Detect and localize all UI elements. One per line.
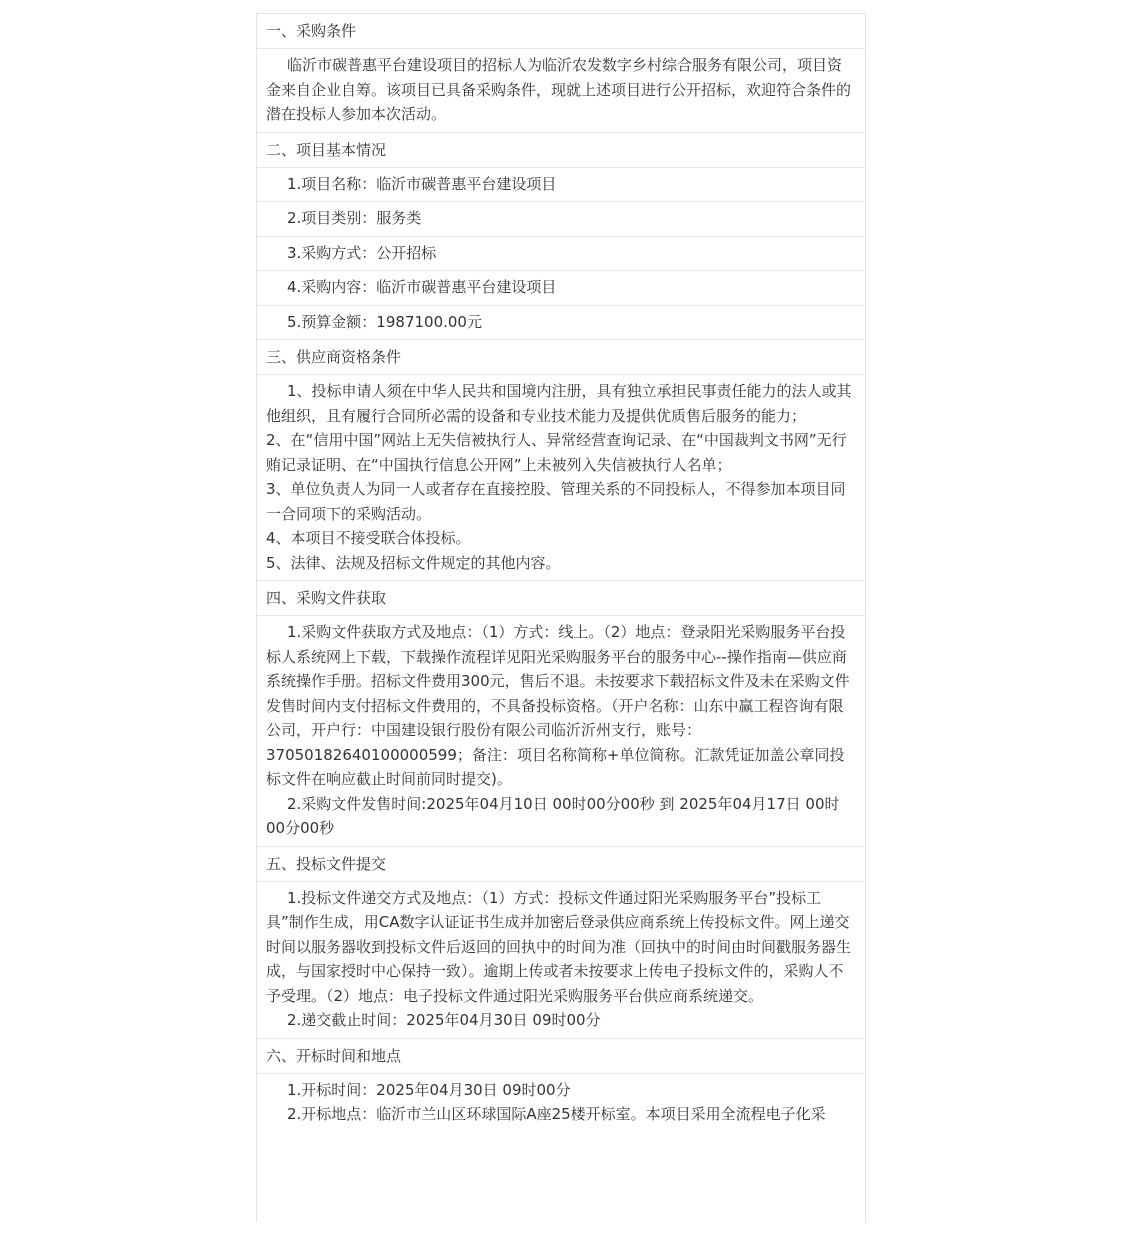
opening-time-paragraph: 1.开标时间：2025年04月30日 09时00分 xyxy=(287,1080,571,1099)
section-body-document-acquisition xyxy=(257,616,865,847)
announcement-document xyxy=(256,13,866,1222)
procurement-content-item: 4.采购内容：临沂市碳普惠平台建设项目 xyxy=(257,271,865,306)
section-body-supplier-qualifications xyxy=(257,375,865,581)
submission-deadline-paragraph: 2.递交截止时间：2025年04月30日 09时00分 xyxy=(287,1011,601,1029)
section-heading-document-acquisition: 四、采购文件获取 xyxy=(257,581,865,616)
procurement-method-item: 3.采购方式：公开招标 xyxy=(257,237,865,272)
qualification-item: 2、在“信用中国”网站上无失信被执行人、异常经营查询记录、在“中国裁判文书网”无行贿记录证明、在“中国执行信息公开网”上未被列入失信被执行人名单； xyxy=(266,431,847,474)
qualification-item: 4、本项目不接受联合体投标。 xyxy=(266,529,471,547)
qualification-item: 5、法律、法规及招标文件规定的其他内容。 xyxy=(266,553,561,572)
opening-location-paragraph: 2.开标地点：临沂市兰山区环球国际A座25楼开标室。本项目采用全流程电子化采 xyxy=(287,1105,826,1123)
acquisition-method-paragraph: 1.采购文件获取方式及地点：（1）方式：线上。（2）地点：登录阳光采购服务平台投标人系统网上下载，下载操作流程详见阳光采购服务平台的服务中心--操作指南—供应商系统操作手册。招标文件费用300元，售后不退。未按要求下载招标文件及未在采购文件发售时间内支付招标文件费用的，不具备投标资格。（开户名称：山东中赢工程咨询有限公司，开户行：中国建设银行股份有限公司临沂沂州支行，账号：37050182640100000599；备注：项目名称简称+单位简称。汇款凭证加盖公章同投标文件在响应截止时间前同时提交)。 xyxy=(266,623,850,788)
section-heading-project-basics: 二、项目基本情况 xyxy=(257,133,865,168)
section-heading-bid-opening: 六、开标时间和地点 xyxy=(257,1039,865,1074)
project-category-item: 2.项目类别：服务类 xyxy=(257,202,865,237)
qualification-item: 3、单位负责人为同一人或者存在直接控股、管理关系的不同投标人，不得参加本项目同一合同项下的采购活动。 xyxy=(266,480,846,523)
budget-amount-item: 5.预算金额：1987100.00元 xyxy=(257,306,865,341)
project-name-item: 1.项目名称：临沂市碳普惠平台建设项目 xyxy=(257,168,865,203)
section-body-bid-submission xyxy=(257,882,865,1039)
paragraph: 临沂市碳普惠平台建设项目的招标人为临沂农发数字乡村综合服务有限公司，项目资金来自企业自筹。该项目已具备采购条件，现就上述项目进行公开招标，欢迎符合条件的潜在投标人参加本次活动。 xyxy=(266,56,852,123)
section-heading-supplier-qualifications: 三、供应商资格条件 xyxy=(257,340,865,375)
section-heading-bid-submission: 五、投标文件提交 xyxy=(257,847,865,882)
section-heading-procurement-conditions: 一、采购条件 xyxy=(257,14,865,49)
submission-method-paragraph: 1.投标文件递交方式及地点：（1）方式：投标文件通过阳光采购服务平台”投标工具”制作生成，用CA数字认证证书生成并加密后登录供应商系统上传投标文件。网上递交时间以服务器收到投标文件后返回的回执中的时间为准（回执中的时间由时间戳服务器生成，与国家授时中心保持一致）。逾期上传或者未按要求上传电子投标文件的，采购人不予受理。（2）地点：电子投标文件通过阳光采购服务平台供应商系统递交。 xyxy=(266,888,852,1005)
sale-period-paragraph: 2.采购文件发售时间:2025年04月10日 00时00分00秒 到 2025年04月17日 00时00分00秒 xyxy=(266,794,840,837)
qualification-item: 1、投标申请人须在中华人民共和国境内注册，具有独立承担民事责任能力的法人或其他组织，且有履行合同所必需的设备和专业技术能力及提供优质售后服务的能力； xyxy=(266,382,852,425)
section-body-procurement-conditions xyxy=(257,49,865,133)
section-body-bid-opening xyxy=(257,1074,865,1132)
